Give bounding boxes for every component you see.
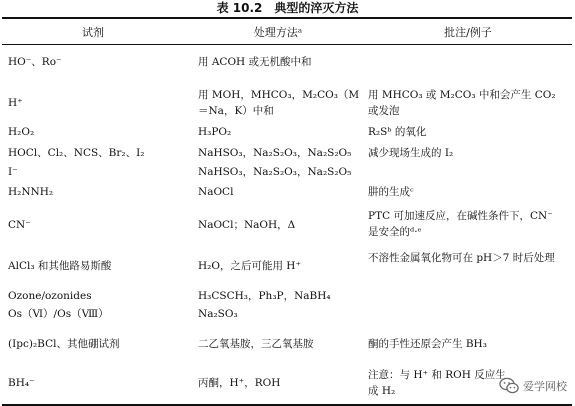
row-note: R₂Sᵇ 的氧化 xyxy=(368,126,427,138)
row-note: PTC 可加速反应，在碱性条件下，CN⁻ 是安全的ᵈ·ᵉ xyxy=(368,210,553,238)
header-method: 处理方法ᵃ xyxy=(253,26,303,39)
header-note: 批注/例子 xyxy=(444,26,492,39)
row-method: NaHSO₃，Na₂S₂O₃，Na₂S₂O₅ xyxy=(198,147,352,159)
header-reagent: 试剂 xyxy=(82,26,104,39)
row-method: H₂O，之后可能用 H⁺ xyxy=(198,260,302,272)
row-method: 二乙氧基胺，三乙氧基胺 xyxy=(198,338,314,350)
row-note: 注意：与 H⁺ 和 ROH 反应生成 H₂ xyxy=(368,369,506,397)
row-reagent: H⁺ xyxy=(8,97,23,109)
table-caption: 表 10.2 典型的淬灭方法 xyxy=(216,1,359,15)
row-reagent: Ozone/ozonides xyxy=(8,290,92,302)
row-reagent: CN⁻ xyxy=(8,219,31,231)
row-note: 肼的生成ᶜ xyxy=(368,186,414,198)
header-rule xyxy=(2,44,572,45)
row-method: H₃PO₂ xyxy=(198,126,232,138)
row-reagent: AlCl₃ 和其他路易斯酸 xyxy=(8,260,112,272)
row-reagent: BH₄⁻ xyxy=(8,377,35,389)
row-note: 减少现场生成的 I₂ xyxy=(368,147,454,159)
watermark-text: 爱学网校 xyxy=(523,380,567,393)
row-method: H₃CSCH₃，Ph₃P，NaBH₄ xyxy=(198,290,331,302)
row-reagent: Os（Ⅵ）/Os（Ⅷ） xyxy=(8,308,109,320)
row-reagent: I⁻ xyxy=(8,166,18,178)
row-method: 用 ACOH 或无机酸中和 xyxy=(198,56,312,68)
row-method: Na₂SO₃ xyxy=(198,308,238,320)
row-reagent: H₂NNH₂ xyxy=(8,186,54,198)
row-reagent: (Ipc)₂BCl、其他硼试剂 xyxy=(8,338,120,350)
watermark xyxy=(499,376,567,396)
wechat-icon xyxy=(499,377,519,395)
row-reagent: HO⁻、Ro⁻ xyxy=(8,56,62,68)
row-method: NaOCl；NaOH，Δ xyxy=(198,219,296,231)
row-note: 不溶性金属氧化物可在 pH＞7 时后处理 xyxy=(368,252,555,264)
row-method: NaHSO₃，Na₂S₂O₃，Na₂S₂O₅ xyxy=(198,166,352,178)
row-method: NaOCl xyxy=(198,186,234,198)
top-rule xyxy=(2,17,572,19)
row-reagent: H₂O₂ xyxy=(8,126,35,138)
row-method: 用 MOH，MHCO₃，M₂CO₃（M＝Na，K）中和 xyxy=(198,89,360,117)
row-method: 丙酮，H⁺，ROH xyxy=(198,377,281,389)
row-note: 酮的手性还原会产生 BH₃ xyxy=(368,338,487,350)
row-note: 用 MHCO₃ 或 M₂CO₃ 中和会产生 CO₂ 或发泡 xyxy=(368,89,556,117)
row-reagent: HOCl、Cl₂、NCS、Br₂、I₂ xyxy=(8,147,145,159)
